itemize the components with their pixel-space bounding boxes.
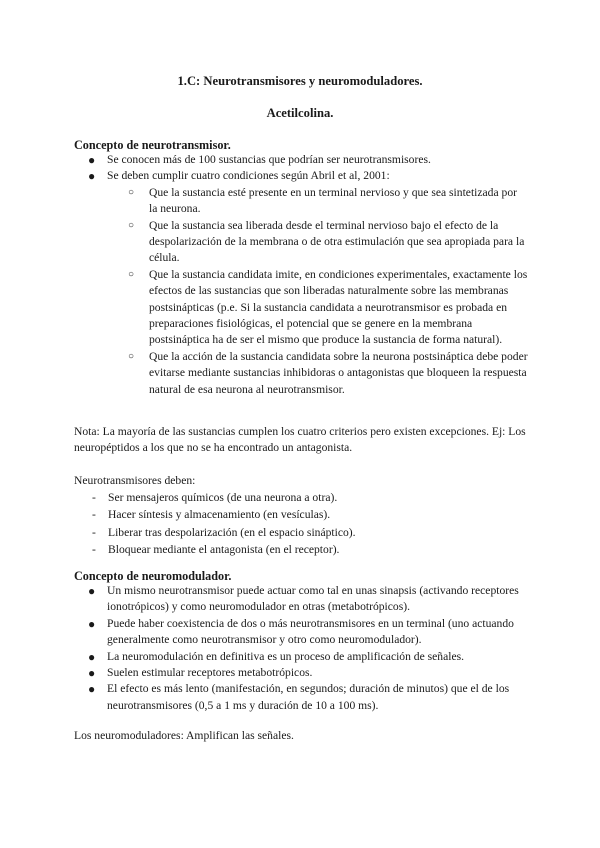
list-item-text: Se deben cumplir cuatro condiciones según Abril et al, 2001: (107, 169, 390, 183)
list-item (88, 681, 528, 714)
list-item-text: Liberar tras despolarización (en el espacio sináptico). (108, 525, 356, 539)
bullet-icon: ● (88, 649, 96, 664)
condition-item (128, 218, 528, 267)
condition-text: Que la sustancia candidata imite, en condiciones experimentales, exactamente los efectos de las sustancias que son liberadas naturalmente sobre las membranas postsinápticas (p.e. Si la sustancia candidata a neurotransmisor es probada en preparaciones fisiológicas, el potencial que se genere en la membrana postsináptica ha de ser el mismo que produce la sustancia de forma natural). (149, 267, 528, 347)
list-item-text: Bloquear mediante el antagonista (en el receptor). (108, 543, 340, 557)
bullet-icon: ● (88, 666, 96, 681)
document-title: 1.C: Neurotransmisores y neuromoduladores. (177, 74, 423, 88)
circle-bullet-icon: ○ (128, 350, 135, 362)
list-item (88, 616, 528, 649)
list-item (88, 583, 528, 616)
bullet-icon: ● (88, 584, 96, 598)
note-paragraph: Nota: La mayoría de las sustancias cumplen los cuatro criterios pero existen excepciones. Ej: Los neuropéptidos a los que no se ha encontrado un antagonista. (74, 425, 526, 455)
list-item (92, 506, 512, 523)
list-item-text: Hacer síntesis y almacenamiento (en vesículas). (108, 508, 331, 522)
bullet-icon: ● (88, 153, 96, 167)
dash-icon: - (92, 543, 96, 557)
list-item (92, 524, 512, 541)
list-item (88, 152, 528, 168)
list-item (92, 489, 512, 506)
dash-icon: - (92, 525, 96, 539)
condition-text: Que la sustancia sea liberada desde el terminal nervioso bajo el efecto de la despolarización de la membrana o de otra estimulación que sea apropiada para la célula. (149, 218, 525, 265)
list-item-text: El efecto es más lento (manifestación, en segundos; duración de minutos) que el de los neurotransmisores (0,5 a 1 ms y duración de 10 a 100 ms). (107, 682, 510, 712)
condition-text: Que la acción de la sustancia candidata sobre la neurona postsináptica debe poder evitarse mediante sustancias inhibidoras o antagonistas que bloqueen la respuesta natural de esa neurona al neurotransmisor. (149, 349, 528, 396)
bullet-icon: ● (88, 169, 96, 184)
requirements-intro: Neurotransmisores deben: (74, 474, 196, 487)
list-item (92, 541, 512, 558)
conditions-list (128, 185, 528, 398)
list-item-text: Suelen estimular receptores metabotrópicos. (107, 666, 313, 680)
bullet-icon: ● (88, 682, 96, 697)
neurotransmisor-list (88, 152, 528, 398)
condition-item (128, 267, 528, 349)
list-item (88, 168, 528, 398)
circle-bullet-icon: ○ (128, 268, 135, 280)
dash-icon: - (92, 508, 96, 522)
neuromodulador-list (88, 583, 528, 714)
section-heading-neuromodulador: Concepto de neuromodulador. (74, 569, 232, 583)
condition-item (128, 349, 528, 398)
condition-item (128, 185, 528, 218)
circle-bullet-icon: ○ (128, 186, 135, 198)
circle-bullet-icon: ○ (128, 219, 135, 231)
dash-icon: - (92, 491, 96, 504)
list-item-text: La neuromodulación en definitiva es un proceso de amplificación de señales. (107, 649, 465, 663)
section-heading-neurotransmisor: Concepto de neurotransmisor. (74, 138, 231, 152)
closing-paragraph: Los neuromoduladores: Amplifican las señales. (74, 729, 294, 742)
list-item-text: Se conocen más de 100 sustancias que podrían ser neurotransmisores. (107, 153, 431, 166)
document-subtitle: Acetilcolina. (266, 106, 334, 120)
condition-text: Que la sustancia esté presente en un terminal nervioso y que sea sintetizada por la neurona. (149, 185, 517, 216)
list-item (88, 665, 528, 681)
list-item-text: Un mismo neurotransmisor puede actuar como tal en unas sinapsis (activando receptores ionotrópicos) y como neuromodulador en otras (metabotrópicos). (107, 584, 519, 614)
requirements-list (92, 489, 512, 559)
list-item-text: Ser mensajeros químicos (de una neurona a otra). (108, 491, 338, 504)
bullet-icon: ● (88, 616, 96, 631)
list-item-text: Puede haber coexistencia de dos o más neurotransmisores en un terminal (uno actuando generalmente como neurotransmisor y otro como neuromodulador). (107, 616, 514, 647)
list-item (88, 649, 528, 665)
